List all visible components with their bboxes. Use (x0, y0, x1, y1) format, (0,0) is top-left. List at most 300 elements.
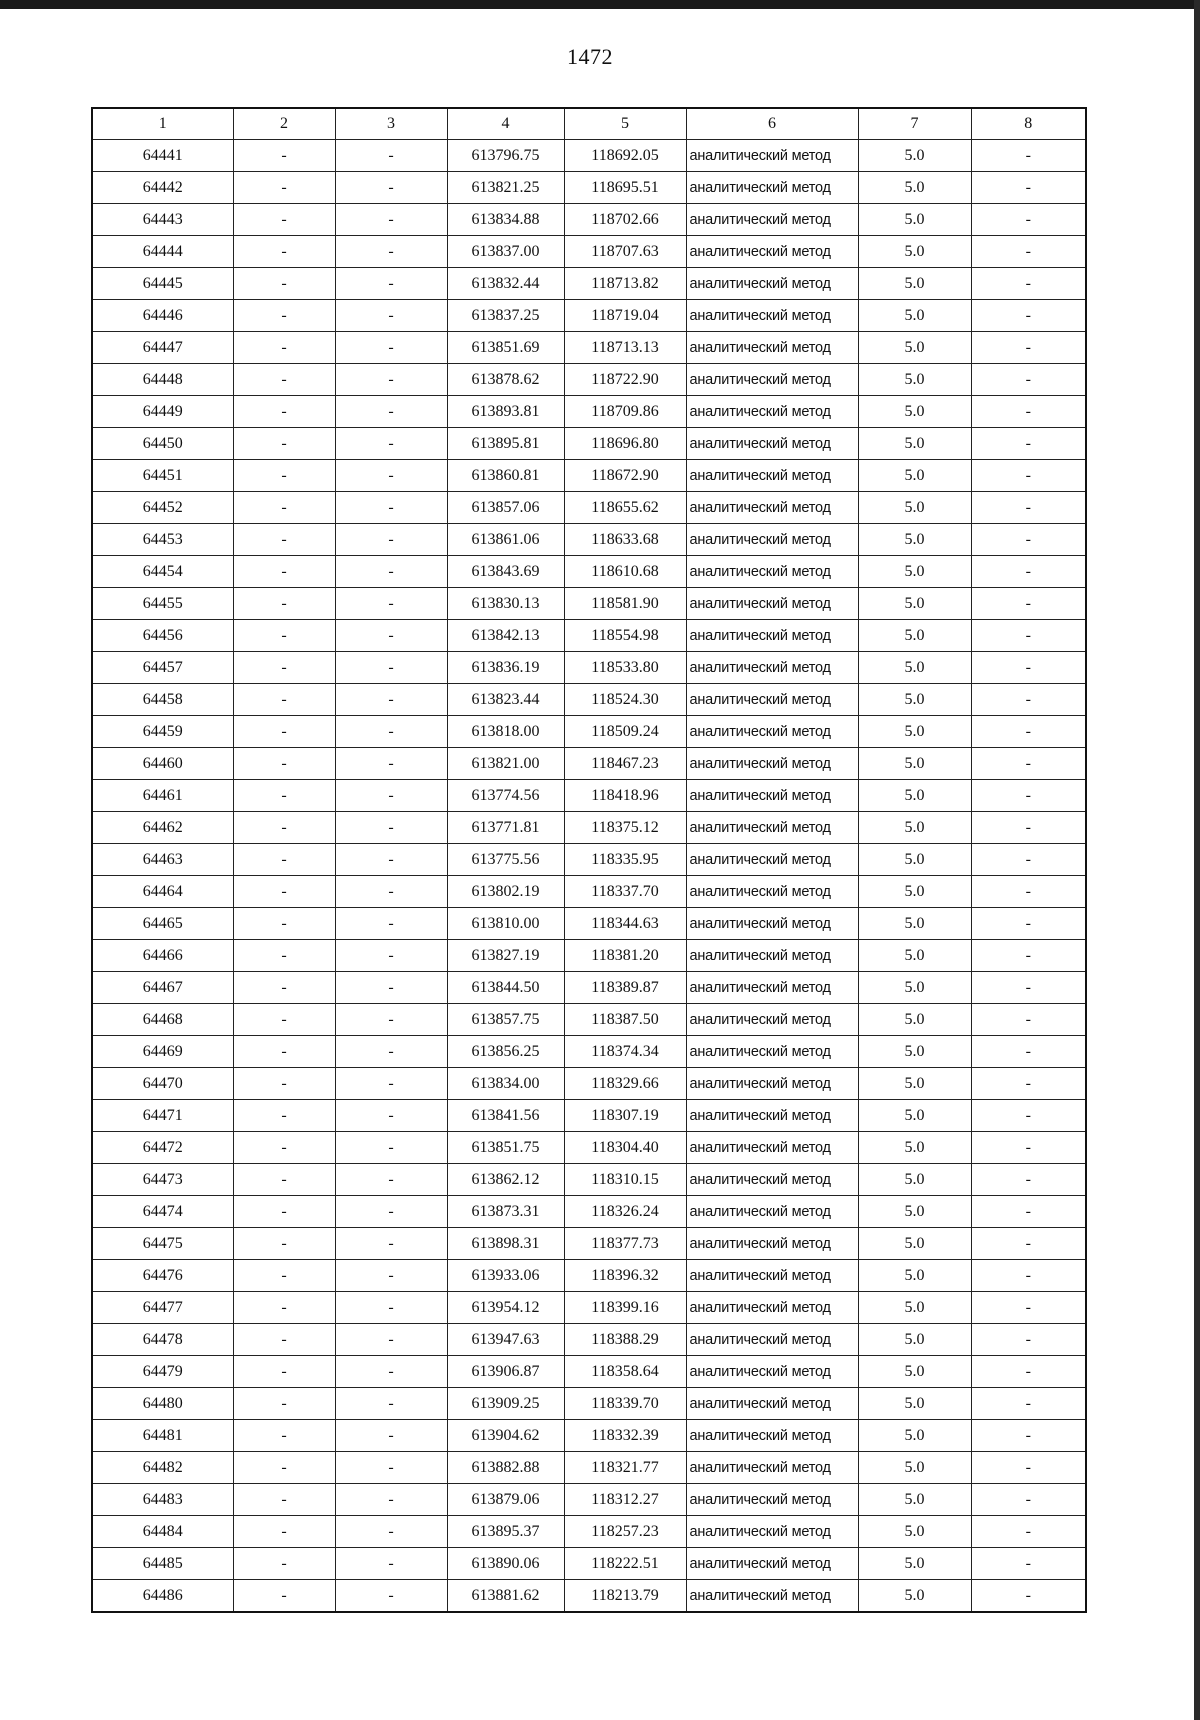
y-coordinate-cell: 118418.96 (564, 780, 686, 812)
table-row (92, 1388, 1086, 1420)
y-coordinate-cell: 118695.51 (564, 172, 686, 204)
point-id-cell: 64483 (92, 1484, 233, 1516)
col2-cell: - (233, 428, 335, 460)
point-id-cell: 64479 (92, 1356, 233, 1388)
col2-cell: - (233, 1580, 335, 1613)
col8-cell: - (971, 684, 1086, 716)
x-coordinate-cell: 613827.19 (447, 940, 564, 972)
y-coordinate-cell: 118707.63 (564, 236, 686, 268)
method-cell: аналитический метод (686, 1036, 858, 1068)
y-coordinate-cell: 118310.15 (564, 1164, 686, 1196)
col8-cell: - (971, 1484, 1086, 1516)
col2-cell: - (233, 364, 335, 396)
method-cell: аналитический метод (686, 588, 858, 620)
col3-cell: - (335, 684, 447, 716)
column-header: 3 (335, 108, 447, 140)
col8-cell: - (971, 1388, 1086, 1420)
col2-cell: - (233, 844, 335, 876)
table-row (92, 236, 1086, 268)
col2-cell: - (233, 1324, 335, 1356)
y-coordinate-cell: 118581.90 (564, 588, 686, 620)
col8-cell: - (971, 332, 1086, 364)
x-coordinate-cell: 613810.00 (447, 908, 564, 940)
col2-cell: - (233, 1260, 335, 1292)
col3-cell: - (335, 1324, 447, 1356)
table-row (92, 1548, 1086, 1580)
col2-cell: - (233, 1036, 335, 1068)
point-id-cell: 64454 (92, 556, 233, 588)
table-row (92, 1068, 1086, 1100)
col8-cell: - (971, 1260, 1086, 1292)
col3-cell: - (335, 1100, 447, 1132)
col8-cell: - (971, 524, 1086, 556)
y-coordinate-cell: 118213.79 (564, 1580, 686, 1613)
point-id-cell: 64452 (92, 492, 233, 524)
x-coordinate-cell: 613947.63 (447, 1324, 564, 1356)
accuracy-cell: 5.0 (858, 908, 971, 940)
point-id-cell: 64480 (92, 1388, 233, 1420)
y-coordinate-cell: 118702.66 (564, 204, 686, 236)
col3-cell: - (335, 716, 447, 748)
method-cell: аналитический метод (686, 1196, 858, 1228)
x-coordinate-cell: 613857.75 (447, 1004, 564, 1036)
point-id-cell: 64465 (92, 908, 233, 940)
table-row (92, 396, 1086, 428)
col3-cell: - (335, 364, 447, 396)
col8-cell: - (971, 172, 1086, 204)
accuracy-cell: 5.0 (858, 780, 971, 812)
method-cell: аналитический метод (686, 748, 858, 780)
x-coordinate-cell: 613837.25 (447, 300, 564, 332)
col2-cell: - (233, 140, 335, 172)
col2-cell: - (233, 620, 335, 652)
point-id-cell: 64442 (92, 172, 233, 204)
point-id-cell: 64450 (92, 428, 233, 460)
y-coordinate-cell: 118332.39 (564, 1420, 686, 1452)
accuracy-cell: 5.0 (858, 1100, 971, 1132)
col8-cell: - (971, 1292, 1086, 1324)
col8-cell: - (971, 780, 1086, 812)
x-coordinate-cell: 613823.44 (447, 684, 564, 716)
accuracy-cell: 5.0 (858, 1356, 971, 1388)
table-row (92, 972, 1086, 1004)
method-cell: аналитический метод (686, 492, 858, 524)
column-header: 1 (92, 108, 233, 140)
accuracy-cell: 5.0 (858, 1484, 971, 1516)
accuracy-cell: 5.0 (858, 140, 971, 172)
y-coordinate-cell: 118358.64 (564, 1356, 686, 1388)
col8-cell: - (971, 940, 1086, 972)
x-coordinate-cell: 613909.25 (447, 1388, 564, 1420)
table-row (92, 556, 1086, 588)
col8-cell: - (971, 460, 1086, 492)
col3-cell: - (335, 972, 447, 1004)
x-coordinate-cell: 613841.56 (447, 1100, 564, 1132)
y-coordinate-cell: 118524.30 (564, 684, 686, 716)
method-cell: аналитический метод (686, 876, 858, 908)
y-coordinate-cell: 118389.87 (564, 972, 686, 1004)
table-row (92, 1516, 1086, 1548)
accuracy-cell: 5.0 (858, 1420, 971, 1452)
col2-cell: - (233, 1548, 335, 1580)
x-coordinate-cell: 613832.44 (447, 268, 564, 300)
table-row (92, 844, 1086, 876)
col2-cell: - (233, 1068, 335, 1100)
accuracy-cell: 5.0 (858, 1068, 971, 1100)
table-row (92, 140, 1086, 172)
col8-cell: - (971, 396, 1086, 428)
col3-cell: - (335, 780, 447, 812)
y-coordinate-cell: 118692.05 (564, 140, 686, 172)
table-row (92, 1100, 1086, 1132)
col3-cell: - (335, 1132, 447, 1164)
y-coordinate-cell: 118387.50 (564, 1004, 686, 1036)
x-coordinate-cell: 613860.81 (447, 460, 564, 492)
y-coordinate-cell: 118399.16 (564, 1292, 686, 1324)
table-row (92, 716, 1086, 748)
method-cell: аналитический метод (686, 1100, 858, 1132)
table-row (92, 1420, 1086, 1452)
col8-cell: - (971, 1004, 1086, 1036)
col8-cell: - (971, 812, 1086, 844)
table-row (92, 1196, 1086, 1228)
table-row (92, 620, 1086, 652)
col3-cell: - (335, 908, 447, 940)
col2-cell: - (233, 908, 335, 940)
col2-cell: - (233, 396, 335, 428)
method-cell: аналитический метод (686, 1292, 858, 1324)
table-row (92, 300, 1086, 332)
col8-cell: - (971, 1580, 1086, 1613)
table-row (92, 524, 1086, 556)
accuracy-cell: 5.0 (858, 876, 971, 908)
x-coordinate-cell: 613818.00 (447, 716, 564, 748)
accuracy-cell: 5.0 (858, 1516, 971, 1548)
accuracy-cell: 5.0 (858, 1004, 971, 1036)
x-coordinate-cell: 613821.00 (447, 748, 564, 780)
col8-cell: - (971, 428, 1086, 460)
point-id-cell: 64457 (92, 652, 233, 684)
accuracy-cell: 5.0 (858, 236, 971, 268)
accuracy-cell: 5.0 (858, 268, 971, 300)
table-row (92, 1452, 1086, 1484)
method-cell: аналитический метод (686, 1068, 858, 1100)
y-coordinate-cell: 118713.13 (564, 332, 686, 364)
method-cell: аналитический метод (686, 1580, 858, 1613)
accuracy-cell: 5.0 (858, 748, 971, 780)
table-row (92, 1324, 1086, 1356)
col2-cell: - (233, 556, 335, 588)
table-row (92, 876, 1086, 908)
point-id-cell: 64478 (92, 1324, 233, 1356)
table-row (92, 748, 1086, 780)
table-row (92, 364, 1086, 396)
point-id-cell: 64481 (92, 1420, 233, 1452)
col8-cell: - (971, 364, 1086, 396)
accuracy-cell: 5.0 (858, 364, 971, 396)
accuracy-cell: 5.0 (858, 428, 971, 460)
col3-cell: - (335, 844, 447, 876)
point-id-cell: 64461 (92, 780, 233, 812)
point-id-cell: 64453 (92, 524, 233, 556)
col8-cell: - (971, 236, 1086, 268)
col3-cell: - (335, 204, 447, 236)
x-coordinate-cell: 613771.81 (447, 812, 564, 844)
accuracy-cell: 5.0 (858, 332, 971, 364)
method-cell: аналитический метод (686, 140, 858, 172)
point-id-cell: 64462 (92, 812, 233, 844)
accuracy-cell: 5.0 (858, 556, 971, 588)
point-id-cell: 64464 (92, 876, 233, 908)
method-cell: аналитический метод (686, 1164, 858, 1196)
col3-cell: - (335, 332, 447, 364)
col3-cell: - (335, 1004, 447, 1036)
x-coordinate-cell: 613857.06 (447, 492, 564, 524)
method-cell: аналитический метод (686, 204, 858, 236)
col8-cell: - (971, 1228, 1086, 1260)
col2-cell: - (233, 1100, 335, 1132)
point-id-cell: 64455 (92, 588, 233, 620)
x-coordinate-cell: 613898.31 (447, 1228, 564, 1260)
method-cell: аналитический метод (686, 1484, 858, 1516)
y-coordinate-cell: 118304.40 (564, 1132, 686, 1164)
accuracy-cell: 5.0 (858, 1324, 971, 1356)
method-cell: аналитический метод (686, 812, 858, 844)
col8-cell: - (971, 556, 1086, 588)
col8-cell: - (971, 1036, 1086, 1068)
col2-cell: - (233, 492, 335, 524)
method-cell: аналитический метод (686, 1516, 858, 1548)
method-cell: аналитический метод (686, 844, 858, 876)
method-cell: аналитический метод (686, 652, 858, 684)
col2-cell: - (233, 236, 335, 268)
table-row (92, 1484, 1086, 1516)
x-coordinate-cell: 613904.62 (447, 1420, 564, 1452)
accuracy-cell: 5.0 (858, 940, 971, 972)
method-cell: аналитический метод (686, 1132, 858, 1164)
x-coordinate-cell: 613851.75 (447, 1132, 564, 1164)
method-cell: аналитический метод (686, 172, 858, 204)
table-row (92, 1004, 1086, 1036)
col3-cell: - (335, 1420, 447, 1452)
col3-cell: - (335, 556, 447, 588)
method-cell: аналитический метод (686, 332, 858, 364)
table-row (92, 908, 1086, 940)
table-row (92, 1580, 1086, 1613)
accuracy-cell: 5.0 (858, 652, 971, 684)
point-id-cell: 64474 (92, 1196, 233, 1228)
x-coordinate-cell: 613954.12 (447, 1292, 564, 1324)
accuracy-cell: 5.0 (858, 524, 971, 556)
x-coordinate-cell: 613836.19 (447, 652, 564, 684)
point-id-cell: 64485 (92, 1548, 233, 1580)
col8-cell: - (971, 716, 1086, 748)
col3-cell: - (335, 812, 447, 844)
col2-cell: - (233, 1004, 335, 1036)
col2-cell: - (233, 684, 335, 716)
accuracy-cell: 5.0 (858, 300, 971, 332)
point-id-cell: 64467 (92, 972, 233, 1004)
col3-cell: - (335, 1484, 447, 1516)
col2-cell: - (233, 460, 335, 492)
accuracy-cell: 5.0 (858, 1452, 971, 1484)
method-cell: аналитический метод (686, 1388, 858, 1420)
col2-cell: - (233, 1356, 335, 1388)
col3-cell: - (335, 524, 447, 556)
accuracy-cell: 5.0 (858, 588, 971, 620)
y-coordinate-cell: 118709.86 (564, 396, 686, 428)
col2-cell: - (233, 876, 335, 908)
col2-cell: - (233, 1164, 335, 1196)
table-body (92, 140, 1086, 1613)
point-id-cell: 64482 (92, 1452, 233, 1484)
y-coordinate-cell: 118655.62 (564, 492, 686, 524)
point-id-cell: 64449 (92, 396, 233, 428)
col2-cell: - (233, 1292, 335, 1324)
point-id-cell: 64444 (92, 236, 233, 268)
col2-cell: - (233, 1452, 335, 1484)
point-id-cell: 64448 (92, 364, 233, 396)
column-header: 4 (447, 108, 564, 140)
x-coordinate-cell: 613861.06 (447, 524, 564, 556)
y-coordinate-cell: 118335.95 (564, 844, 686, 876)
table-row (92, 684, 1086, 716)
col8-cell: - (971, 908, 1086, 940)
table-row (92, 812, 1086, 844)
point-id-cell: 64473 (92, 1164, 233, 1196)
x-coordinate-cell: 613796.75 (447, 140, 564, 172)
col8-cell: - (971, 1100, 1086, 1132)
y-coordinate-cell: 118375.12 (564, 812, 686, 844)
point-id-cell: 64472 (92, 1132, 233, 1164)
point-id-cell: 64446 (92, 300, 233, 332)
y-coordinate-cell: 118633.68 (564, 524, 686, 556)
col3-cell: - (335, 236, 447, 268)
y-coordinate-cell: 118533.80 (564, 652, 686, 684)
col3-cell: - (335, 396, 447, 428)
x-coordinate-cell: 613862.12 (447, 1164, 564, 1196)
table-row (92, 1356, 1086, 1388)
table-row (92, 460, 1086, 492)
point-id-cell: 64468 (92, 1004, 233, 1036)
y-coordinate-cell: 118713.82 (564, 268, 686, 300)
scan-top-border (0, 0, 1200, 9)
y-coordinate-cell: 118396.32 (564, 1260, 686, 1292)
x-coordinate-cell: 613834.00 (447, 1068, 564, 1100)
table-row (92, 1260, 1086, 1292)
col2-cell: - (233, 972, 335, 1004)
y-coordinate-cell: 118381.20 (564, 940, 686, 972)
point-id-cell: 64460 (92, 748, 233, 780)
method-cell: аналитический метод (686, 1004, 858, 1036)
point-id-cell: 64477 (92, 1292, 233, 1324)
col8-cell: - (971, 1324, 1086, 1356)
table-header-row (92, 108, 1086, 140)
col3-cell: - (335, 652, 447, 684)
point-id-cell: 64475 (92, 1228, 233, 1260)
x-coordinate-cell: 613878.62 (447, 364, 564, 396)
method-cell: аналитический метод (686, 1228, 858, 1260)
col3-cell: - (335, 1548, 447, 1580)
y-coordinate-cell: 118554.98 (564, 620, 686, 652)
x-coordinate-cell: 613802.19 (447, 876, 564, 908)
point-id-cell: 64471 (92, 1100, 233, 1132)
col3-cell: - (335, 140, 447, 172)
y-coordinate-cell: 118722.90 (564, 364, 686, 396)
col3-cell: - (335, 588, 447, 620)
col2-cell: - (233, 300, 335, 332)
col2-cell: - (233, 748, 335, 780)
col3-cell: - (335, 492, 447, 524)
point-id-cell: 64441 (92, 140, 233, 172)
accuracy-cell: 5.0 (858, 1260, 971, 1292)
x-coordinate-cell: 613821.25 (447, 172, 564, 204)
column-header: 5 (564, 108, 686, 140)
table-row (92, 652, 1086, 684)
col8-cell: - (971, 1516, 1086, 1548)
accuracy-cell: 5.0 (858, 492, 971, 524)
accuracy-cell: 5.0 (858, 1164, 971, 1196)
table-row (92, 204, 1086, 236)
accuracy-cell: 5.0 (858, 972, 971, 1004)
col2-cell: - (233, 652, 335, 684)
col3-cell: - (335, 1036, 447, 1068)
col2-cell: - (233, 812, 335, 844)
accuracy-cell: 5.0 (858, 620, 971, 652)
method-cell: аналитический метод (686, 780, 858, 812)
accuracy-cell: 5.0 (858, 812, 971, 844)
point-id-cell: 64451 (92, 460, 233, 492)
point-id-cell: 64459 (92, 716, 233, 748)
col3-cell: - (335, 172, 447, 204)
point-id-cell: 64486 (92, 1580, 233, 1613)
method-cell: аналитический метод (686, 524, 858, 556)
accuracy-cell: 5.0 (858, 1388, 971, 1420)
col3-cell: - (335, 1388, 447, 1420)
table-row (92, 428, 1086, 460)
y-coordinate-cell: 118339.70 (564, 1388, 686, 1420)
table-row (92, 1164, 1086, 1196)
x-coordinate-cell: 613834.88 (447, 204, 564, 236)
x-coordinate-cell: 613895.37 (447, 1516, 564, 1548)
x-coordinate-cell: 613895.81 (447, 428, 564, 460)
col8-cell: - (971, 204, 1086, 236)
col3-cell: - (335, 1580, 447, 1613)
col3-cell: - (335, 460, 447, 492)
col3-cell: - (335, 1196, 447, 1228)
method-cell: аналитический метод (686, 236, 858, 268)
x-coordinate-cell: 613775.56 (447, 844, 564, 876)
y-coordinate-cell: 118467.23 (564, 748, 686, 780)
method-cell: аналитический метод (686, 1324, 858, 1356)
x-coordinate-cell: 613893.81 (447, 396, 564, 428)
y-coordinate-cell: 118696.80 (564, 428, 686, 460)
col8-cell: - (971, 140, 1086, 172)
method-cell: аналитический метод (686, 300, 858, 332)
accuracy-cell: 5.0 (858, 844, 971, 876)
col8-cell: - (971, 492, 1086, 524)
accuracy-cell: 5.0 (858, 1292, 971, 1324)
accuracy-cell: 5.0 (858, 396, 971, 428)
y-coordinate-cell: 118719.04 (564, 300, 686, 332)
point-id-cell: 64463 (92, 844, 233, 876)
col8-cell: - (971, 620, 1086, 652)
method-cell: аналитический метод (686, 684, 858, 716)
method-cell: аналитический метод (686, 428, 858, 460)
table-row (92, 588, 1086, 620)
y-coordinate-cell: 118312.27 (564, 1484, 686, 1516)
accuracy-cell: 5.0 (858, 204, 971, 236)
